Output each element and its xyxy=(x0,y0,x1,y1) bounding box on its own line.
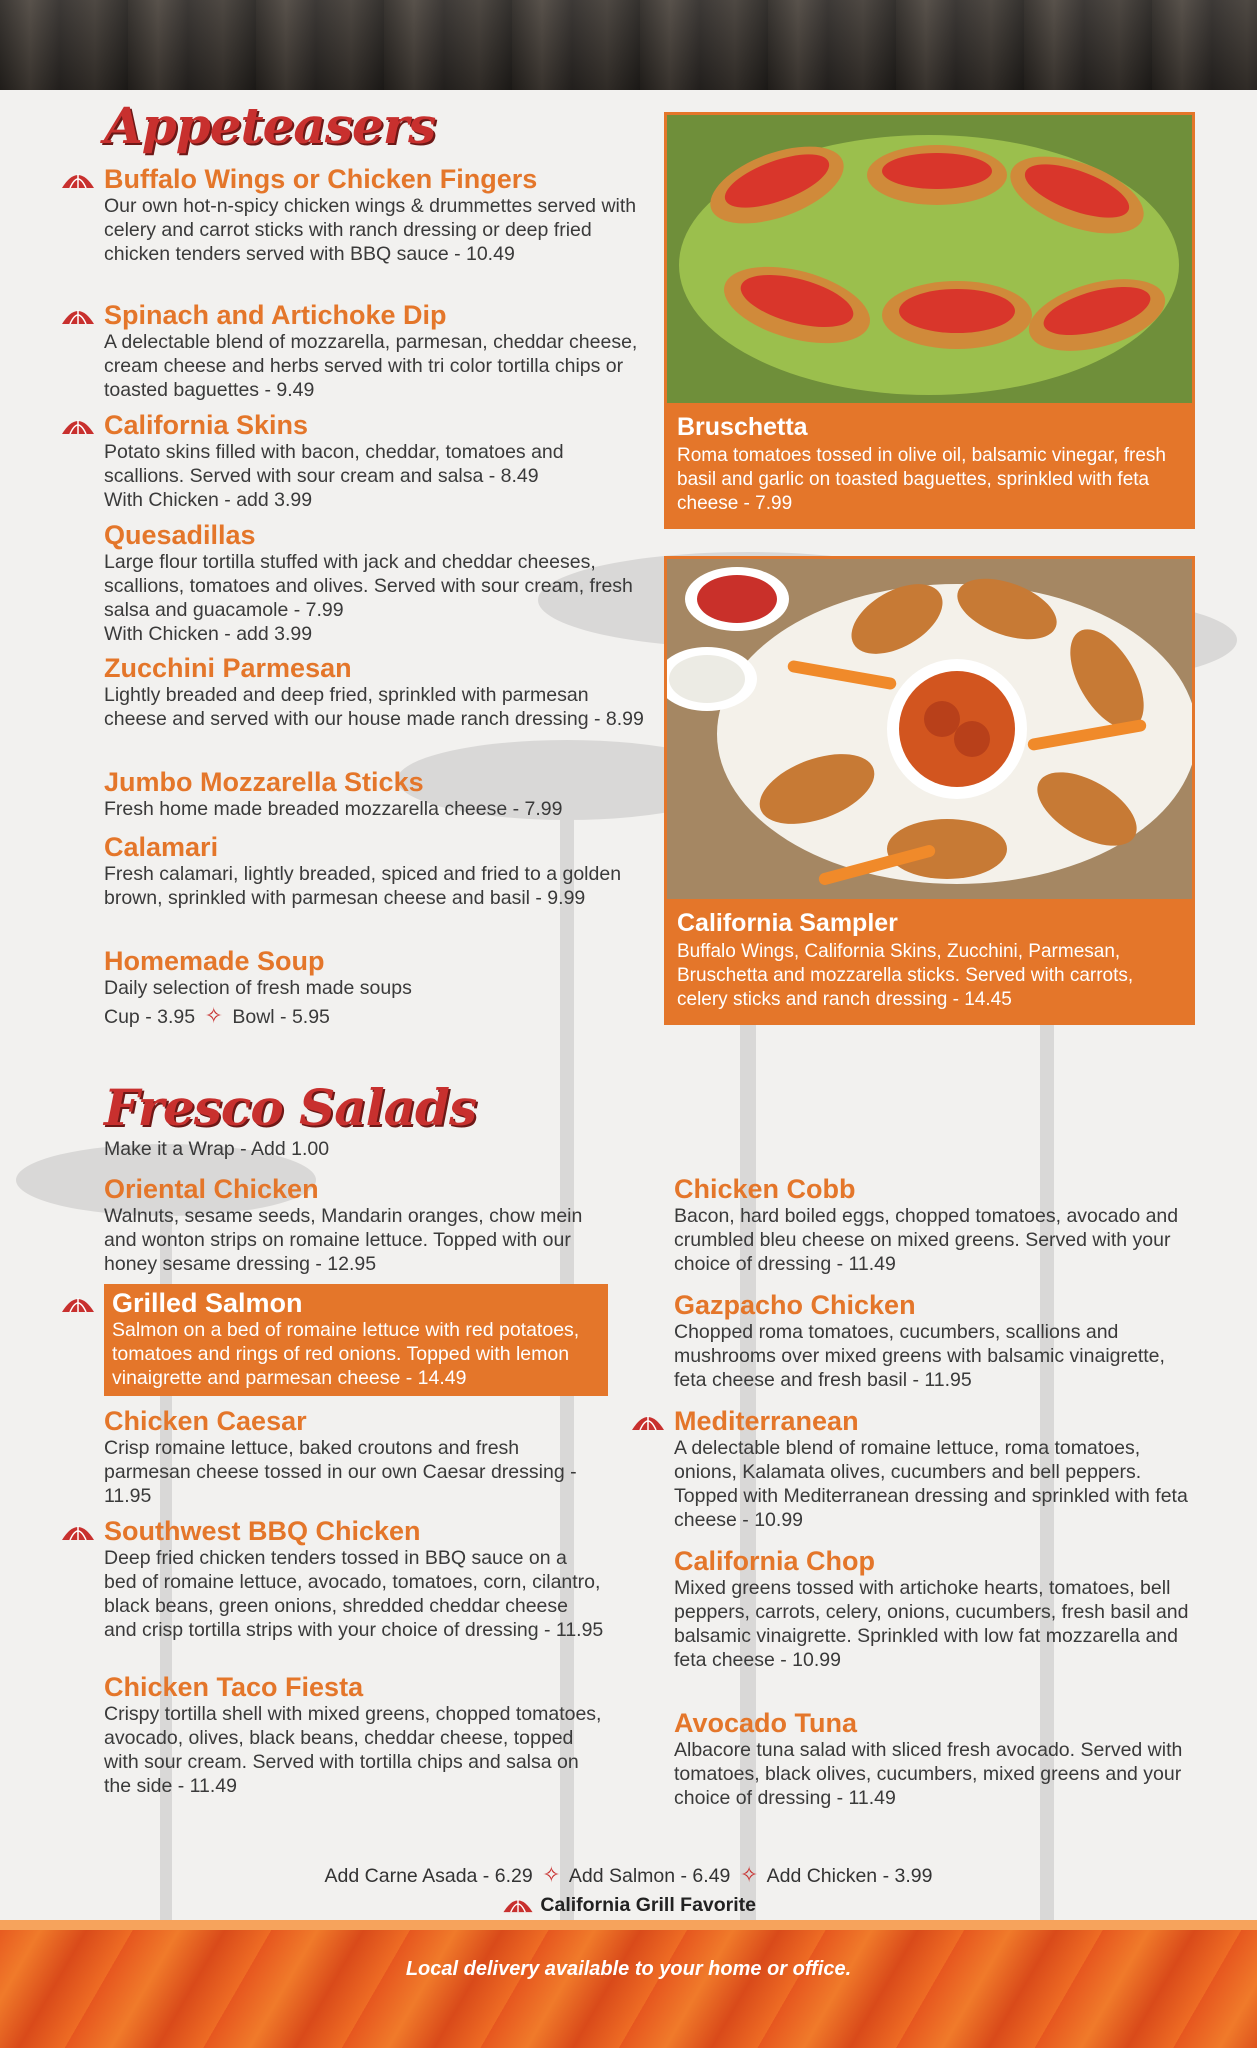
umbrella-favorite-icon xyxy=(60,1292,96,1314)
menu-item xyxy=(104,767,644,821)
appetizers-title: Appeteasers xyxy=(104,96,436,155)
menu-item xyxy=(104,1672,604,1798)
item-desc: Walnuts, sesame seeds, Mandarin oranges, chow mein and wonton strips on romaine lettuce. Topped with our honey sesame dressing - 12.95 xyxy=(104,1205,583,1275)
feature-desc: Buffalo Wings, California Skins, Zucchini, Parmesan, Bruschetta and mozzarella sticks. Served with carrots, celery sticks and ranch dressing - 14.45 xyxy=(677,941,1134,1010)
star-separator-icon: ✧ xyxy=(204,1003,223,1028)
item-desc: Mixed greens tossed with artichoke hearts, tomatoes, bell peppers, carrots, celery, onions, cucumbers, fresh basil and balsamic vinaigrette. Sprinkled with low fat mozzarella and feta cheese - 10.99 xyxy=(674,1577,1189,1671)
umbrella-favorite-icon xyxy=(501,1894,535,1914)
feature-desc: Roma tomatoes tossed in olive oil, balsamic vinegar, fresh basil and garlic on toasted baguettes, sprinkled with feta cheese - 7.99 xyxy=(677,445,1166,514)
item-name: Avocado Tuna xyxy=(674,1708,858,1738)
add-chicken: Add Chicken - 3.99 xyxy=(766,1865,933,1887)
item-desc: Albacore tuna salad with sliced fresh avocado. Served with tomatoes, black olives, cucumbers, mixed greens and your choice of dressing - 11.49 xyxy=(674,1739,1183,1809)
favorite-legend xyxy=(0,1894,1257,1917)
add-protein-line xyxy=(0,1862,1257,1888)
item-name: Buffalo Wings or Chicken Fingers xyxy=(104,164,538,194)
bruschetta-photo xyxy=(667,115,1192,403)
menu-item xyxy=(104,946,644,1029)
item-desc: Salmon on a bed of romaine lettuce with red potatoes, tomatoes and rings of red onions. Topped with lemon vinaigrette and parmesan cheese - 14.49 xyxy=(112,1319,580,1389)
star-separator-icon: ✧ xyxy=(542,1862,561,1887)
orange-footer-band xyxy=(0,1920,1257,2048)
item-name: Chicken Caesar xyxy=(104,1406,307,1436)
umbrella-favorite-icon xyxy=(60,1520,96,1542)
item-desc: Crispy tortilla shell with mixed greens, chopped tomatoes, avocado, olives, black beans, cheddar cheese, topped with sour cream. Served with tortilla chips and salsa on the side - 11.49 xyxy=(104,1703,602,1797)
add-salmon: Add Salmon - 6.49 xyxy=(568,1865,731,1887)
item-name: Spinach and Artichoke Dip xyxy=(104,300,447,330)
item-desc: Crisp romaine lettuce, baked croutons and fresh parmesan cheese tossed in our own Caesar dressing - 11.95 xyxy=(104,1437,577,1507)
item-extra: With Chicken - add 3.99 xyxy=(104,623,313,645)
menu-item xyxy=(104,1174,604,1276)
item-name: Zucchini Parmesan xyxy=(104,653,352,683)
item-name: Grilled Salmon xyxy=(112,1288,303,1318)
item-name: Jumbo Mozzarella Sticks xyxy=(104,767,424,797)
menu-item xyxy=(674,1546,1194,1672)
item-desc: Fresh calamari, lightly breaded, spiced and fried to a golden brown, sprinkled with parmesan cheese and basil - 9.99 xyxy=(104,863,622,909)
soup-cup-price: Cup - 3.95 xyxy=(104,1006,196,1028)
item-name: Gazpacho Chicken xyxy=(674,1290,916,1320)
item-name: Quesadillas xyxy=(104,520,256,550)
menu-item xyxy=(674,1406,1194,1532)
menu-item xyxy=(674,1174,1194,1276)
umbrella-favorite-icon xyxy=(60,168,96,190)
salads-title: Fresco Salads xyxy=(104,1078,477,1137)
salads-subtitle: Make it a Wrap - Add 1.00 xyxy=(104,1138,330,1160)
menu-item xyxy=(104,1406,604,1508)
item-name: Chicken Cobb xyxy=(674,1174,856,1204)
delivery-notice: Local delivery available to your home or office. xyxy=(405,1958,852,1980)
menu-item xyxy=(104,300,644,402)
menu-item xyxy=(104,164,644,266)
soup-sizes xyxy=(104,1004,644,1029)
add-carne-asada: Add Carne Asada - 6.29 xyxy=(324,1865,533,1887)
favorite-legend-label: California Grill Favorite xyxy=(540,1894,757,1916)
item-name: Homemade Soup xyxy=(104,946,325,976)
menu-item xyxy=(104,653,644,731)
feature-card-california-sampler xyxy=(664,556,1195,1025)
menu-item xyxy=(104,832,644,910)
umbrella-favorite-icon xyxy=(60,414,96,436)
item-desc: Chopped roma tomatoes, cucumbers, scallions and mushrooms over mixed greens with balsamic vinaigrette, feta cheese and fresh basil - 11.95 xyxy=(674,1321,1165,1391)
item-desc: A delectable blend of romaine lettuce, roma tomatoes, onions, Kalamata olives, cucumbers and bell peppers. Topped with Mediterranean dressing and sprinkled with feta cheese - 10.99 xyxy=(674,1437,1188,1531)
menu-item xyxy=(674,1290,1194,1392)
wood-header-banner xyxy=(0,0,1257,90)
soup-bowl-price: Bowl - 5.95 xyxy=(232,1006,330,1028)
item-name: Mediterranean xyxy=(674,1406,859,1436)
umbrella-favorite-icon xyxy=(60,304,96,326)
feature-name: California Sampler xyxy=(677,909,898,937)
item-desc: A delectable blend of mozzarella, parmesan, cheddar cheese, cream cheese and herbs served with tri color tortilla chips or toasted baguettes - 9.49 xyxy=(104,331,638,401)
item-name: California Skins xyxy=(104,410,309,440)
item-desc: Our own hot-n-spicy chicken wings & drummettes served with celery and carrot sticks with ranch dressing or deep fried chicken tenders served with BBQ sauce - 10.49 xyxy=(104,195,637,265)
item-desc: Potato skins filled with bacon, cheddar, tomatoes and scallions. Served with sour cream and salsa - 8.49 xyxy=(104,441,564,487)
item-desc: Daily selection of fresh made soups xyxy=(104,977,412,999)
feature-card-bruschetta xyxy=(664,112,1195,529)
item-desc: Lightly breaded and deep fried, sprinkled with parmesan cheese and served with our house made ranch dressing - 8.99 xyxy=(104,684,644,730)
item-desc: Large flour tortilla stuffed with jack and cheddar cheeses, scallions, tomatoes and olives. Served with sour cream, fresh salsa and guacamole - 7.99 xyxy=(104,551,633,621)
item-extra: With Chicken - add 3.99 xyxy=(104,489,313,511)
item-name: Southwest BBQ Chicken xyxy=(104,1516,421,1546)
menu-item xyxy=(674,1708,1194,1810)
item-name: Chicken Taco Fiesta xyxy=(104,1672,364,1702)
menu-item xyxy=(104,520,644,646)
feature-name: Bruschetta xyxy=(677,413,808,441)
item-name: California Chop xyxy=(674,1546,875,1576)
menu-item xyxy=(104,1516,604,1642)
item-desc: Fresh home made breaded mozzarella cheese - 7.99 xyxy=(104,798,563,820)
item-name: Oriental Chicken xyxy=(104,1174,319,1204)
item-name: Calamari xyxy=(104,832,219,862)
umbrella-favorite-icon xyxy=(630,1410,666,1432)
item-desc: Bacon, hard boiled eggs, chopped tomatoes, avocado and crumbled bleu cheese on mixed greens. Served with your choice of dressing - 11.49 xyxy=(674,1205,1179,1275)
california-sampler-photo xyxy=(667,559,1192,899)
star-separator-icon: ✧ xyxy=(739,1862,759,1887)
menu-item xyxy=(104,410,644,512)
item-desc: Deep fried chicken tenders tossed in BBQ sauce on a bed of romaine lettuce, avocado, tomatoes, corn, cilantro, black beans, green onions, shredded cheddar cheese and crisp tortilla strips with your choice of dressing - 11.95 xyxy=(104,1547,604,1641)
menu-item-highlighted xyxy=(104,1284,608,1396)
